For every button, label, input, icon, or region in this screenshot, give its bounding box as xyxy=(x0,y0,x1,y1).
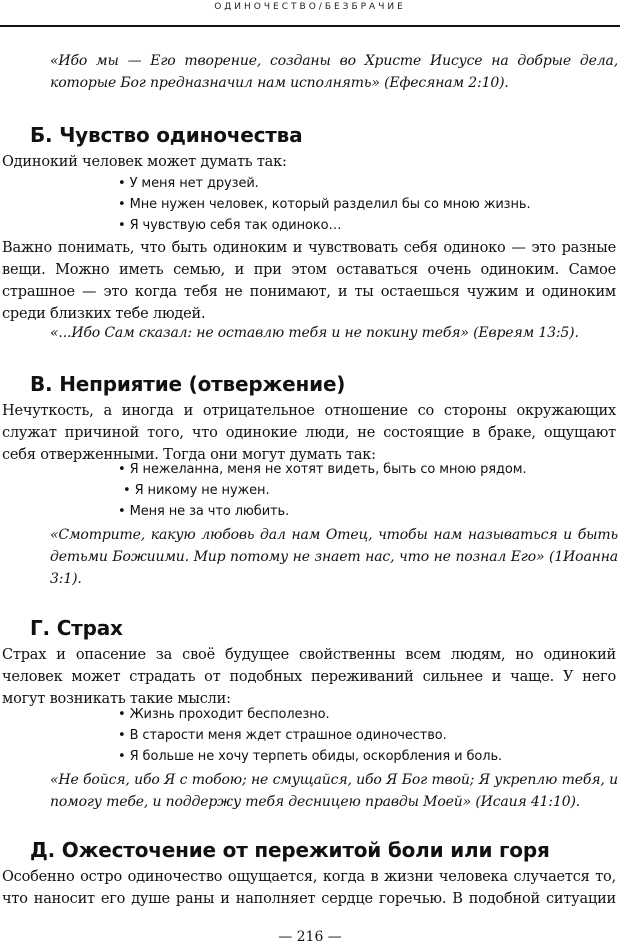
section-b-bullet-3 xyxy=(118,215,341,237)
bullet-text: Я нежеланна, меня не хотят видеть, быть со мною рядом. xyxy=(129,462,527,477)
bullet-marker: • xyxy=(123,483,131,498)
section-d-intro: Особенно остро одиночество ощущается, когда в жизни человека случается то, что наносит его душе раны и наполняет сердце горечью. В подобной ситуации xyxy=(2,869,616,907)
section-b-intro: Одинокий человек может думать так: xyxy=(2,154,287,170)
bullet-marker: • xyxy=(118,218,126,233)
section-g-intro: Страх и опасение за своё будущее свойственны всем людям, но одинокий человек может страдать от подобных переживаний сильнее и чаще. У него могут возникать такие мысли: xyxy=(2,647,616,707)
bullet-marker: • xyxy=(118,728,126,743)
section-v-bullet-2 xyxy=(123,480,270,502)
bullet-text: У меня нет друзей. xyxy=(129,176,259,191)
section-v-bullet-1 xyxy=(118,459,526,481)
intro-quote: «Ибо мы — Его творение, созданы во Христе Иисусе на добрые дела, которые Бог предназначил нам исполнять» (Ефесянам 2:10). xyxy=(50,53,618,91)
header-rule xyxy=(0,25,620,27)
bullet-marker: • xyxy=(118,504,126,519)
section-heading-g: Г. Страх xyxy=(30,616,123,640)
section-g-quote: «Не бойся, ибо Я с тобою; не смущайся, ибо Я Бог твой; Я укреплю тебя, и помогу тебе, и поддержу тебя десницею правды Моей» (Исаия 41:10). xyxy=(50,772,618,810)
section-heading-b: Б. Чувство одиночества xyxy=(30,123,303,147)
section-g-bullet-1 xyxy=(118,704,330,726)
bullet-text: Я чувствую себя так одиноко… xyxy=(129,218,342,233)
section-g-bullet-2 xyxy=(118,725,447,747)
bullet-marker: • xyxy=(118,749,126,764)
section-v-intro: Нечуткость, а иногда и отрицательное отношение со стороны окружающих служат причиной того, что одинокие люди, не состоящие в браке, ощущают себя отверженными. Тогда они могут думать так: xyxy=(2,403,616,463)
bullet-text: Жизнь проходит бесполезно. xyxy=(129,707,330,722)
section-heading-v: В. Неприятие (отвержение) xyxy=(30,372,346,396)
section-b-quote: «...Ибо Сам сказал: не оставлю тебя и не покину тебя» (Евреям 13:5). xyxy=(50,325,579,341)
section-v-quote: «Смотрите, какую любовь дал нам Отец, чтобы нам называться и быть детьми Божиими. Мир потому не знает нас, что не познал Его» (1Иоанна 3:1). xyxy=(50,527,618,587)
section-v-bullet-3 xyxy=(118,501,289,523)
section-b-bullet-2 xyxy=(118,194,530,216)
bullet-marker: • xyxy=(118,707,126,722)
section-b-bullet-1 xyxy=(118,173,259,195)
section-b-body: Важно понимать, что быть одиноким и чувствовать себя одиноко — это разные вещи. Можно иметь семью, и при этом оставаться очень одиноким. Самое страшное — это когда тебя не понимают, и ты остаешься чужим и одиноким среди близких тебе людей. xyxy=(2,240,616,322)
bullet-text: Я больше не хочу терпеть обиды, оскорбления и боль. xyxy=(129,749,503,764)
bullet-marker: • xyxy=(118,197,126,212)
bullet-marker: • xyxy=(118,462,126,477)
bullet-text: Я никому не нужен. xyxy=(134,483,270,498)
page-number: — 216 — xyxy=(278,929,342,945)
bullet-text: Меня не за что любить. xyxy=(129,504,290,519)
section-heading-d: Д. Ожесточение от пережитой боли или горя xyxy=(30,838,550,862)
section-g-bullet-3 xyxy=(118,746,502,768)
running-head: ОДИНОЧЕСТВО/БЕЗБРАЧИЕ xyxy=(214,2,406,12)
bullet-text: В старости меня ждет страшное одиночество. xyxy=(129,728,447,743)
bullet-text: Мне нужен человек, который разделил бы со мною жизнь. xyxy=(129,197,531,212)
bullet-marker: • xyxy=(118,176,126,191)
